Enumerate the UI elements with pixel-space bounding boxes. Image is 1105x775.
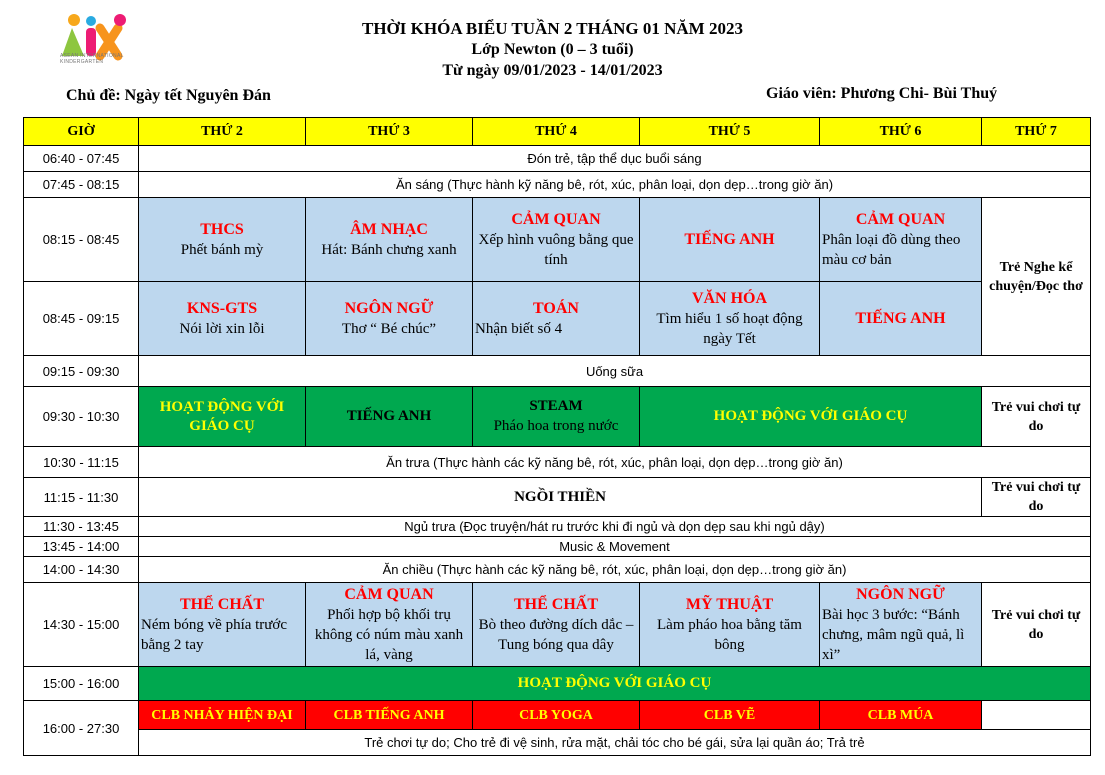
lesson-cell: TIẾNG ANH [306, 387, 473, 447]
table-row [24, 557, 1091, 583]
time-cell: 07:45 - 08:15 [24, 172, 139, 198]
table-row [24, 583, 1091, 667]
time-cell: 08:45 - 09:15 [24, 282, 139, 356]
general-activity: Uống sữa [139, 356, 1091, 387]
time-cell: 11:30 - 13:45 [24, 517, 139, 537]
time-cell: 15:00 - 16:00 [24, 667, 139, 701]
lesson-cell [306, 583, 473, 667]
lesson-subject: THCS [200, 220, 244, 238]
lesson-subject: TIẾNG ANH [684, 230, 775, 248]
club-cell: CLB VẼ [640, 701, 820, 730]
lesson-cell [139, 583, 306, 667]
time-cell: 08:15 - 08:45 [24, 198, 139, 282]
lesson-cell [820, 583, 982, 667]
col-time: GIỜ [24, 118, 139, 146]
lesson-activity: Nói lời xin lỗi [179, 320, 265, 337]
saturday-morning: Trẻ Nghe kể chuyện/Đọc thơ [982, 198, 1091, 356]
lesson-subject: MỸ THUẬT [685, 595, 774, 613]
page-title: THỜI KHÓA BIỂU TUẦN 2 THÁNG 01 NĂM 2023 [362, 19, 743, 38]
lesson-cell [820, 282, 982, 356]
club-cell: CLB MÚA [820, 701, 982, 730]
lesson-cell [139, 198, 306, 282]
club-cell: CLB NHẢY HIỆN ĐẠI [139, 701, 306, 730]
lesson-activity: Xếp hình vuông bằng que tính [478, 231, 634, 268]
table-row [24, 701, 1091, 730]
lesson-subject: CẢM QUAN [855, 210, 946, 228]
table-row [24, 517, 1091, 537]
general-activity: Đón trẻ, tập thể dục buổi sáng [139, 146, 1091, 172]
general-activity: Ngủ trưa (Đọc truyện/hát ru trước khi đi ngủ và dọn dẹp sau khi ngủ dậy) [139, 517, 1091, 537]
general-activity: Music & Movement [139, 537, 1091, 557]
col-thu: THỨ 5 [640, 118, 820, 146]
lesson-subject: STEAM [529, 398, 583, 414]
time-cell: 11:15 - 11:30 [24, 478, 139, 517]
lesson-cell [820, 198, 982, 282]
lesson-activity: Phối hợp bộ khối trụ không có núm màu xanh lá, vàng [314, 606, 464, 663]
table-row [24, 537, 1091, 557]
table-row [24, 356, 1091, 387]
date-range: Từ ngày 09/01/2023 - 14/01/2023 [442, 62, 663, 79]
general-activity: Ăn sáng (Thực hành kỹ năng bê, rót, xúc, phân loại, dọn dẹp…trong giờ ăn) [139, 172, 1091, 198]
general-activity: Ăn trưa (Thực hành các kỹ năng bê, rót, xúc, phân loại, dọn dẹp…trong giờ ăn) [139, 447, 1091, 478]
lesson-subject: CẢM QUAN [511, 210, 601, 228]
club-cell: CLB YOGA [473, 701, 640, 730]
time-cell: 10:30 - 11:15 [24, 447, 139, 478]
teacher-label: Giáo viên: Phương Chi- Bùi Thuý [766, 85, 998, 102]
lesson-cell: HOẠT ĐỘNG VỚI GIÁO CỤ [139, 387, 306, 447]
time-cell: 13:45 - 14:00 [24, 537, 139, 557]
page-title-block [0, 18, 1105, 81]
lesson-activity: Bài học 3 bước: “Bánh chưng, mâm ngũ quả, lì xì” [822, 606, 965, 663]
lesson-subject: THỂ CHẤT [179, 595, 264, 613]
lesson-activity: Ném bóng về phía trước bằng 2 tay [141, 616, 288, 653]
empty-cell [982, 701, 1091, 730]
general-activity: HOẠT ĐỘNG VỚI GIÁO CỤ [139, 667, 1091, 701]
lesson-cell [640, 282, 820, 356]
lesson-cell [473, 387, 640, 447]
lesson-activity: Nhận biết số 4 [475, 320, 563, 337]
lesson-activity: Hát: Bánh chưng xanh [321, 241, 457, 258]
lesson-cell [306, 198, 473, 282]
col-sat: THỨ 7 [982, 118, 1091, 146]
table-row [24, 172, 1091, 198]
lesson-subject: CẢM QUAN [344, 585, 434, 603]
logo-subtitle: ASEAN INTERNATIONAL KINDERGARTEN [60, 53, 124, 65]
lesson-activity: Làm pháo hoa bằng tăm bông [657, 616, 802, 653]
table-row [24, 447, 1091, 478]
table-row [24, 387, 1091, 447]
lesson-cell [306, 282, 473, 356]
col-wed: THỨ 4 [473, 118, 640, 146]
timetable [23, 117, 1091, 756]
lesson-activity: Tìm hiểu 1 số hoạt động ngày Tết [656, 310, 803, 347]
lesson-subject: VĂN HÓA [691, 289, 768, 307]
lesson-cell [139, 282, 306, 356]
lesson-cell [473, 583, 640, 667]
lesson-subject: NGÔN NGỮ [856, 585, 945, 603]
header-row [24, 118, 1091, 146]
lesson-activity: Bò theo đường dích dắc – Tung bóng qua dây [478, 616, 634, 653]
saturday-cell: Trẻ vui chơi tự do [982, 478, 1091, 517]
class-name: Lớp Newton (0 – 3 tuổi) [471, 41, 634, 58]
time-cell: 06:40 - 07:45 [24, 146, 139, 172]
lesson-cell: HOẠT ĐỘNG VỚI GIÁO CỤ [640, 387, 982, 447]
lesson-cell [473, 198, 640, 282]
table-row [24, 146, 1091, 172]
time-cell: 16:00 - 27:30 [24, 701, 139, 756]
lesson-subject: THỂ CHẤT [513, 595, 598, 613]
lesson-subject: NGÔN NGỮ [344, 299, 434, 317]
lesson-subject: TIẾNG ANH [855, 309, 946, 327]
col-fri: THỨ 6 [820, 118, 982, 146]
lesson-cell [640, 198, 820, 282]
theme-label: Chủ đề: Ngày tết Nguyên Đán [66, 87, 271, 104]
lesson-subject: KNS-GTS [186, 299, 258, 317]
saturday-cell: Trẻ vui chơi tự do [982, 583, 1091, 667]
time-cell: 14:00 - 14:30 [24, 557, 139, 583]
lesson-activity: Pháo hoa trong nước [493, 418, 619, 434]
general-activity: NGỒI THIỀN [139, 478, 982, 517]
lesson-subject: ÂM NHẠC [350, 220, 428, 238]
lesson-activity: Phết bánh mỳ [180, 241, 264, 258]
table-row [24, 730, 1091, 756]
table-row [24, 198, 1091, 282]
lesson-subject: TOÁN [533, 299, 579, 317]
time-cell: 09:30 - 10:30 [24, 387, 139, 447]
lesson-cell [640, 583, 820, 667]
club-cell: CLB TIẾNG ANH [306, 701, 473, 730]
table-row [24, 282, 1091, 356]
general-activity: Trẻ chơi tự do; Cho trẻ đi vệ sinh, rửa mặt, chải tóc cho bé gái, sửa lại quần áo; Trả trẻ [139, 730, 1091, 756]
lesson-cell [473, 282, 640, 356]
table-row [24, 478, 1091, 517]
table-row [24, 667, 1091, 701]
col-mon: THỨ 2 [139, 118, 306, 146]
saturday-cell: Trẻ vui chơi tự do [982, 387, 1091, 447]
col-tue: THỨ 3 [306, 118, 473, 146]
time-cell: 14:30 - 15:00 [24, 583, 139, 667]
time-cell: 09:15 - 09:30 [24, 356, 139, 387]
lesson-activity: Thơ “ Bé chúc” [341, 320, 437, 337]
general-activity: Ăn chiều (Thực hành các kỹ năng bê, rót, xúc, phân loại, dọn dẹp…trong giờ ăn) [139, 557, 1091, 583]
lesson-activity: Phân loại đồ dùng theo màu cơ bản [822, 231, 961, 268]
